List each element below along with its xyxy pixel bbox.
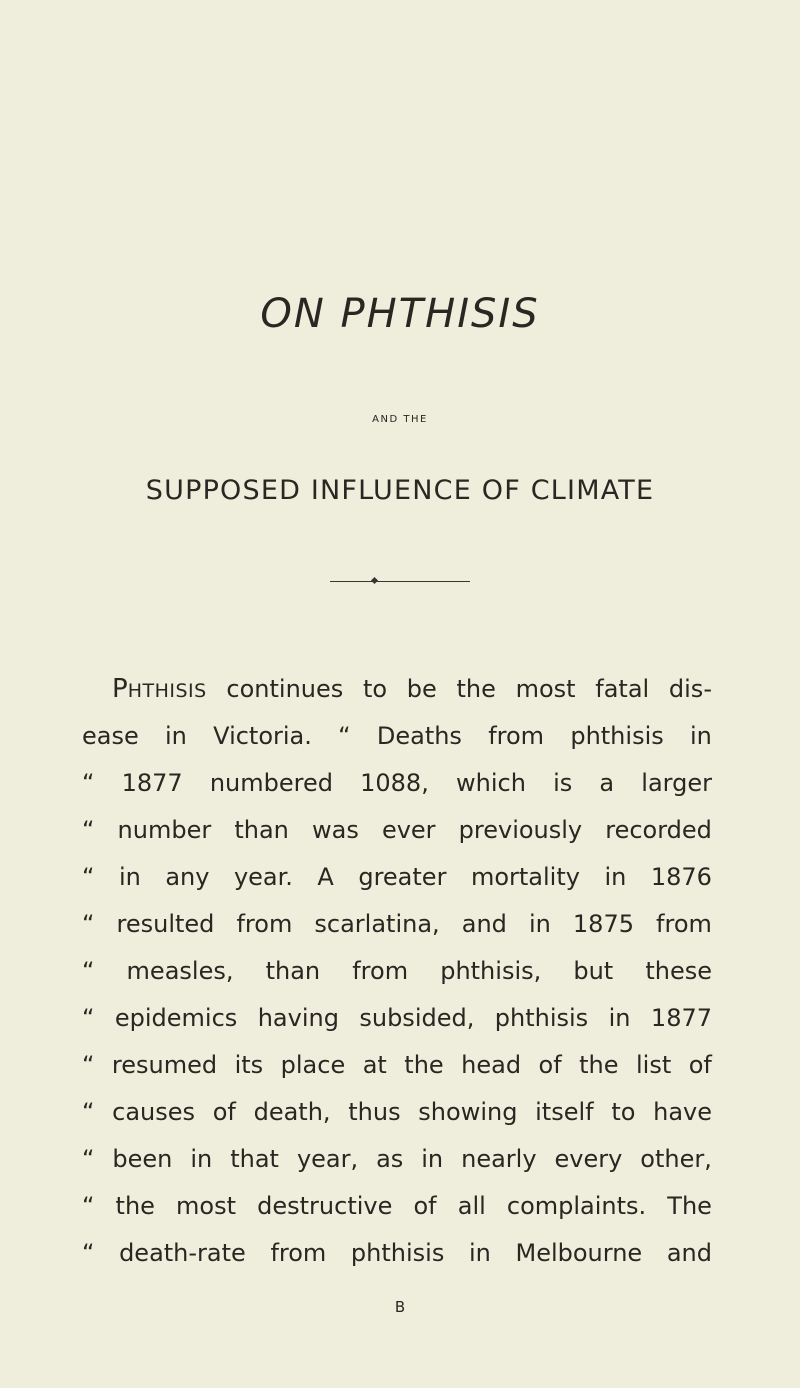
- word: the: [115, 1192, 155, 1220]
- word: dis-: [668, 675, 712, 703]
- word: than: [234, 816, 289, 844]
- word: most: [176, 1192, 237, 1220]
- word: Victoria.: [213, 722, 312, 750]
- word: of: [212, 1098, 236, 1126]
- word: “: [82, 1051, 95, 1079]
- word: complaints.: [506, 1192, 647, 1220]
- word: year.: [233, 863, 293, 891]
- word: in: [190, 1145, 213, 1173]
- word: from: [236, 910, 293, 938]
- word: phthisis: [494, 1004, 589, 1032]
- word: itself: [535, 1098, 594, 1126]
- word: “: [82, 1004, 95, 1032]
- word: phthisis: [350, 1239, 445, 1267]
- word: in: [528, 910, 551, 938]
- text-line: [82, 901, 712, 948]
- word: greater: [358, 863, 447, 891]
- word: but: [573, 957, 614, 985]
- word: A: [317, 863, 334, 891]
- word: subsided,: [359, 1004, 475, 1032]
- word: “: [338, 722, 351, 750]
- word: “: [82, 1098, 95, 1126]
- word: any: [165, 863, 210, 891]
- word: epidemics: [114, 1004, 238, 1032]
- rule-line: [330, 581, 470, 582]
- word: The: [667, 1192, 712, 1220]
- word: in: [165, 722, 187, 750]
- text-line: [82, 1042, 712, 1089]
- word: most: [515, 675, 576, 703]
- word: which: [456, 769, 526, 797]
- title-connector: AND THE: [372, 414, 428, 425]
- chapter-title: ON PHTHISIS: [260, 291, 540, 337]
- word: phthisis,: [440, 957, 542, 985]
- word: as: [376, 1145, 404, 1173]
- word: showing: [418, 1098, 518, 1126]
- word: “: [82, 1192, 95, 1220]
- word: having: [257, 1004, 339, 1032]
- word: in: [604, 863, 627, 891]
- word: numbered: [209, 769, 333, 797]
- text-line: [82, 1230, 712, 1277]
- word: have: [653, 1098, 712, 1126]
- word: to: [362, 675, 388, 703]
- word: a: [599, 769, 615, 797]
- word: 1875: [572, 910, 634, 938]
- word: in: [118, 863, 141, 891]
- word: “: [82, 1145, 95, 1173]
- word: death-rate: [119, 1239, 246, 1267]
- word: causes: [112, 1098, 196, 1126]
- word: was: [311, 816, 359, 844]
- word: continues: [226, 675, 344, 703]
- word: from: [352, 957, 409, 985]
- word: the: [456, 675, 496, 703]
- word: all: [457, 1192, 486, 1220]
- word: and: [666, 1239, 712, 1267]
- word: 1876: [650, 863, 712, 891]
- word: in: [468, 1239, 491, 1267]
- word: list: [636, 1051, 672, 1079]
- word: destructive: [257, 1192, 393, 1220]
- word: of: [538, 1051, 562, 1079]
- word: and: [461, 910, 507, 938]
- word: to: [611, 1098, 636, 1126]
- word: its: [234, 1051, 264, 1079]
- word: 1877: [121, 769, 183, 797]
- body-paragraph: [82, 666, 712, 1277]
- word: Melbourne: [515, 1239, 643, 1267]
- word: mortality: [470, 863, 580, 891]
- word: 1088,: [360, 769, 429, 797]
- text-line: [82, 1136, 712, 1183]
- word: nearly: [461, 1145, 537, 1173]
- text-line: [82, 1089, 712, 1136]
- word: fatal: [595, 675, 650, 703]
- word: from: [656, 910, 712, 938]
- word: other,: [640, 1145, 712, 1173]
- ornamental-rule: [330, 577, 470, 587]
- word: Deaths: [376, 722, 462, 750]
- rule-diamond-ornament: [371, 577, 378, 584]
- word: larger: [641, 769, 712, 797]
- word: of: [688, 1051, 712, 1079]
- text-line: [82, 666, 712, 713]
- word: “: [82, 1239, 95, 1267]
- word: resulted: [116, 910, 215, 938]
- word: “: [82, 863, 95, 891]
- word: from: [488, 722, 545, 750]
- word: be: [406, 675, 437, 703]
- word: that: [230, 1145, 279, 1173]
- word: death,: [253, 1098, 331, 1126]
- word: “: [82, 816, 95, 844]
- word: measles,: [126, 957, 234, 985]
- chapter-subtitle: SUPPOSED INFLUENCE OF CLIMATE: [145, 475, 655, 506]
- word: ever: [381, 816, 436, 844]
- word: the: [404, 1051, 444, 1079]
- word: head: [461, 1051, 522, 1079]
- word: place: [280, 1051, 346, 1079]
- word: number: [117, 816, 212, 844]
- word: at: [362, 1051, 387, 1079]
- word: year,: [296, 1145, 359, 1173]
- word: “: [82, 910, 95, 938]
- text-line: [82, 760, 712, 807]
- word: scarlatina,: [314, 910, 440, 938]
- word: the: [579, 1051, 619, 1079]
- word: is: [553, 769, 573, 797]
- word: previously: [458, 816, 583, 844]
- word: recorded: [605, 816, 712, 844]
- text-line: [82, 995, 712, 1042]
- word: in: [608, 1004, 631, 1032]
- word: “: [82, 957, 95, 985]
- text-line: [82, 854, 712, 901]
- text-line: [82, 713, 712, 760]
- text-line: [82, 948, 712, 995]
- word: these: [645, 957, 712, 985]
- word: resumed: [111, 1051, 218, 1079]
- word: of: [413, 1192, 437, 1220]
- word: in: [421, 1145, 444, 1173]
- word: every: [554, 1145, 623, 1173]
- text-line: [82, 807, 712, 854]
- word: “: [82, 769, 95, 797]
- word: 1877: [650, 1004, 712, 1032]
- word: PHTHISIS: [112, 674, 207, 704]
- word: from: [270, 1239, 327, 1267]
- word: in: [690, 722, 712, 750]
- word: ease: [82, 722, 139, 750]
- text-line: [82, 1183, 712, 1230]
- word: thus: [348, 1098, 401, 1126]
- word: than: [265, 957, 321, 985]
- word: been: [112, 1145, 173, 1173]
- word: phthisis: [570, 722, 664, 750]
- signature-mark: B: [394, 1298, 406, 1316]
